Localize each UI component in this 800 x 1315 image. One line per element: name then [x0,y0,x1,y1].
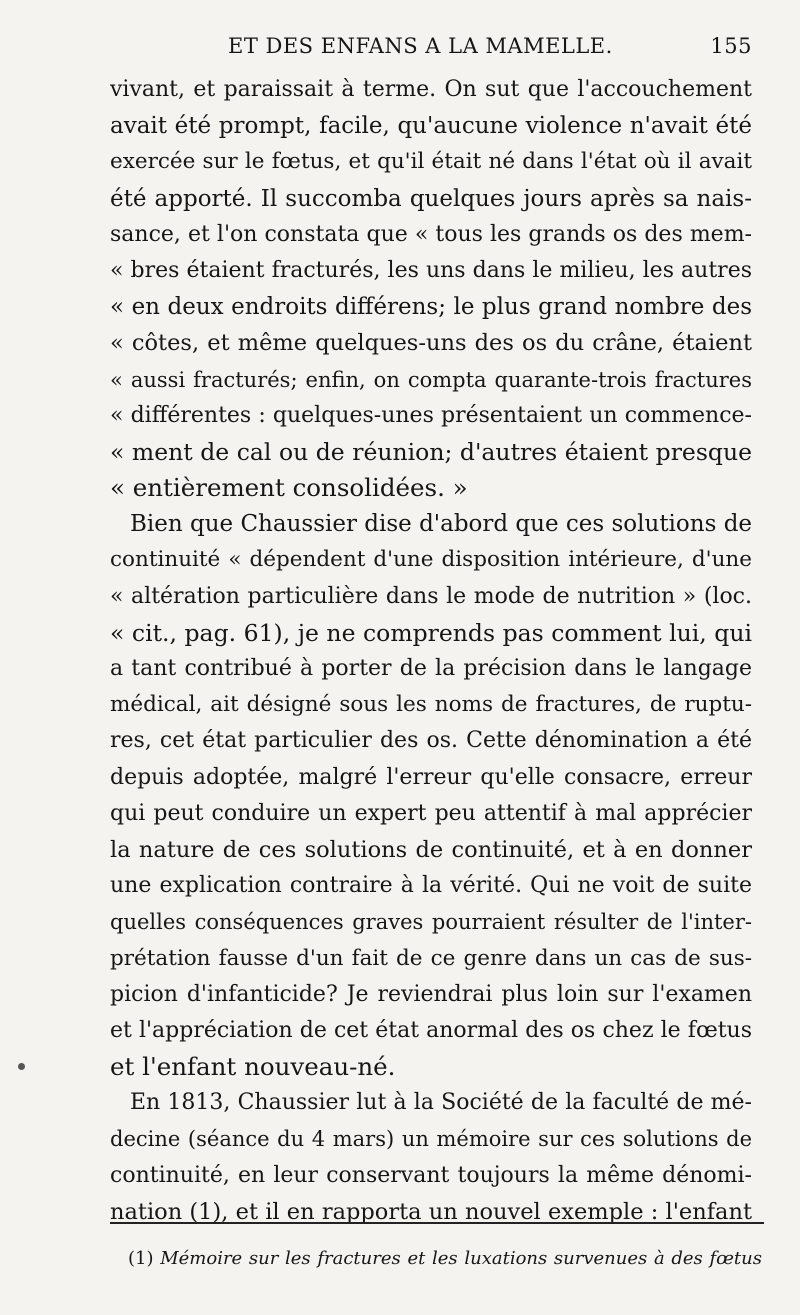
text-line: « entièrement consolidées. » [110,473,468,503]
text-line: vivant, et paraissait à terme. On sut que l'accouchement [110,77,752,102]
text-line: Bien que Chaussier dise d'abord que ces solutions de [130,511,752,538]
text-line: médical, ait désigné sous les noms de fractures, de ruptu- [110,692,752,718]
text-line: et l'appréciation de cet état anormal des os chez le fœtus [110,1017,752,1043]
running-head [228,34,752,58]
text-line: picion d'infanticide? Je reviendrai plus loin sur l'examen [110,981,752,1007]
text-line: et l'enfant nouveau-né. [110,1052,396,1082]
running-title: ET DES ENFANS A LA MAMELLE. [228,34,613,58]
text-line: quelles conséquences graves pourraient résulter de l'inter- [110,910,752,935]
text-line: « altération particulière dans le mode de nutrition » (loc. [110,583,752,609]
footnote-mark: (1) [128,1248,154,1269]
text-line: En 1813, Chaussier lut à la Société de la faculté de mé- [130,1090,752,1116]
text-line: decine (séance du 4 mars) un mémoire sur ces solutions de [110,1127,752,1152]
text-line: « ment de cal ou de réunion; d'autres étaient presque [110,437,752,466]
text-line: continuité, en leur conservant toujours la même dénomi- [110,1162,752,1188]
text-line: depuis adoptée, malgré l'erreur qu'elle consacre, erreur [110,764,752,790]
text-line: « aussi fracturés; enfin, on compta quarante-trois fractures [110,367,752,392]
text-line: été apporté. Il succomba quelques jours après sa nais- [110,185,752,212]
text-line: « bres étaient fracturés, les uns dans le milieu, les autres [110,257,752,283]
text-line: avait été prompt, facile, qu'aucune violence n'avait été [110,113,752,140]
text-line: prétation fausse d'un fait de ce genre dans un cas de sus- [110,945,752,971]
footnote [128,1245,762,1273]
text-line: qui peut conduire un expert peu attentif à mal apprécier [110,800,752,826]
text-line: une explication contraire à la vérité. Qui ne voit de suite [110,873,752,899]
footnote-text: Mémoire sur les fractures et les luxations survenues à des fœtus [160,1248,762,1269]
text-line: continuité « dépendent d'une disposition intérieure, d'une [110,547,752,573]
text-line: « en deux endroits différens; le plus grand nombre des [110,294,752,321]
ink-blot [18,1063,25,1070]
page-number: 155 [710,34,752,58]
footnote-rule [110,1222,764,1224]
text-line: « cit., pag. 61), je ne comprends pas comment lui, qui [110,618,752,647]
text-line: sance, et l'on constata que « tous les grands os des mem- [110,221,752,247]
text-line: res, cet état particulier des os. Cette dénomination a été [110,728,752,754]
text-line: « côtes, et même quelques-uns des os du crâne, étaient [110,330,752,357]
text-line: la nature de ces solutions de continuité, et à en donner [110,836,752,863]
text-line: « différentes : quelques-unes présentaient un commence- [110,402,752,428]
text-line: exercée sur le fœtus, et qu'il était né dans l'état où il avait [110,149,752,175]
text-line: nation (1), et il en rapporta un nouvel exemple : l'enfant [110,1198,752,1225]
text-line: a tant contribué à porter de la précision dans le langage [110,656,752,681]
body-text [110,72,752,1230]
